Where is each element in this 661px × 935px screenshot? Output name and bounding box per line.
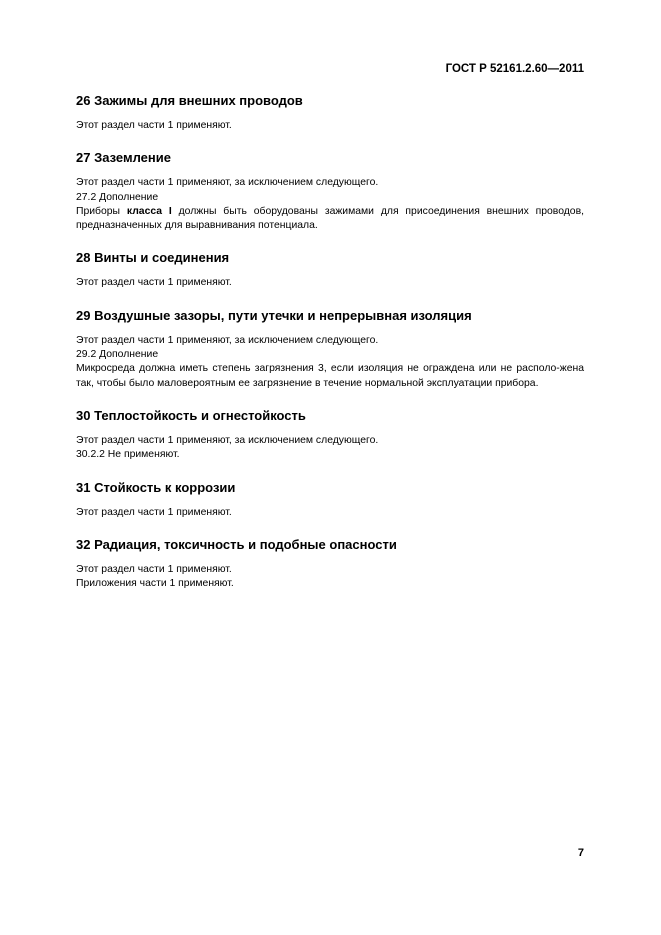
paragraph-text: должны быть оборудованы зажимами для присоединения внешних проводов, предназначенных для выравнивания потенциала. xyxy=(76,205,584,232)
section-heading: 26 Зажимы для внешних проводов xyxy=(76,93,303,108)
section-heading: 32 Радиация, токсичность и подобные опасности xyxy=(76,536,397,552)
section-paragraph: Этот раздел части 1 применяют, за исключением следующего. xyxy=(76,334,379,346)
section-paragraph: Приложения части 1 применяют. xyxy=(76,578,234,590)
section-32 xyxy=(76,537,584,592)
class-term: класса I xyxy=(126,205,172,217)
section-heading: 27 Заземление xyxy=(76,150,171,166)
section-paragraph: Этот раздел части 1 применяют. xyxy=(76,506,232,518)
section-31 xyxy=(76,480,584,520)
document-code: ГОСТ Р 52161.2.60—2011 xyxy=(445,63,584,75)
subsection-label: 27.2 Дополнение xyxy=(76,191,159,203)
section-paragraph: Этот раздел части 1 применяют, за исключением следующего. xyxy=(76,177,379,189)
section-paragraph: Этот раздел части 1 применяют, за исключением следующего. xyxy=(76,434,379,446)
section-paragraph: Этот раздел части 1 применяют. xyxy=(76,563,232,575)
section-paragraph: Этот раздел части 1 применяют. xyxy=(76,277,232,289)
page-number: 7 xyxy=(577,847,584,859)
paragraph-text: Приборы xyxy=(76,205,127,217)
subsection-label: 29.2 Дополнение xyxy=(76,349,159,361)
section-27 xyxy=(76,150,584,233)
section-paragraph: Микросреда должна иметь степень загрязнения 3, если изоляция не ограждена или не располо-жена так, чтобы было маловероятным ее загрязнение в течение нормальной эксплуатации прибора. xyxy=(76,363,584,389)
section-28 xyxy=(76,250,584,290)
section-paragraph: Этот раздел части 1 применяют. xyxy=(76,120,232,131)
subsection-label: 30.2.2 Не применяют. xyxy=(76,449,180,461)
section-heading: 29 Воздушные зазоры, пути утечки и непрерывная изоляция xyxy=(76,307,472,323)
section-29 xyxy=(76,308,584,391)
section-30 xyxy=(76,408,584,463)
section-heading: 28 Винты и соединения xyxy=(76,250,230,266)
section-heading: 31 Стойкость к коррозии xyxy=(76,479,236,495)
section-paragraph xyxy=(76,205,584,234)
section-heading: 30 Теплостойкость и огнестойкость xyxy=(76,407,306,423)
section-26 xyxy=(76,93,584,133)
document-body xyxy=(76,93,584,608)
